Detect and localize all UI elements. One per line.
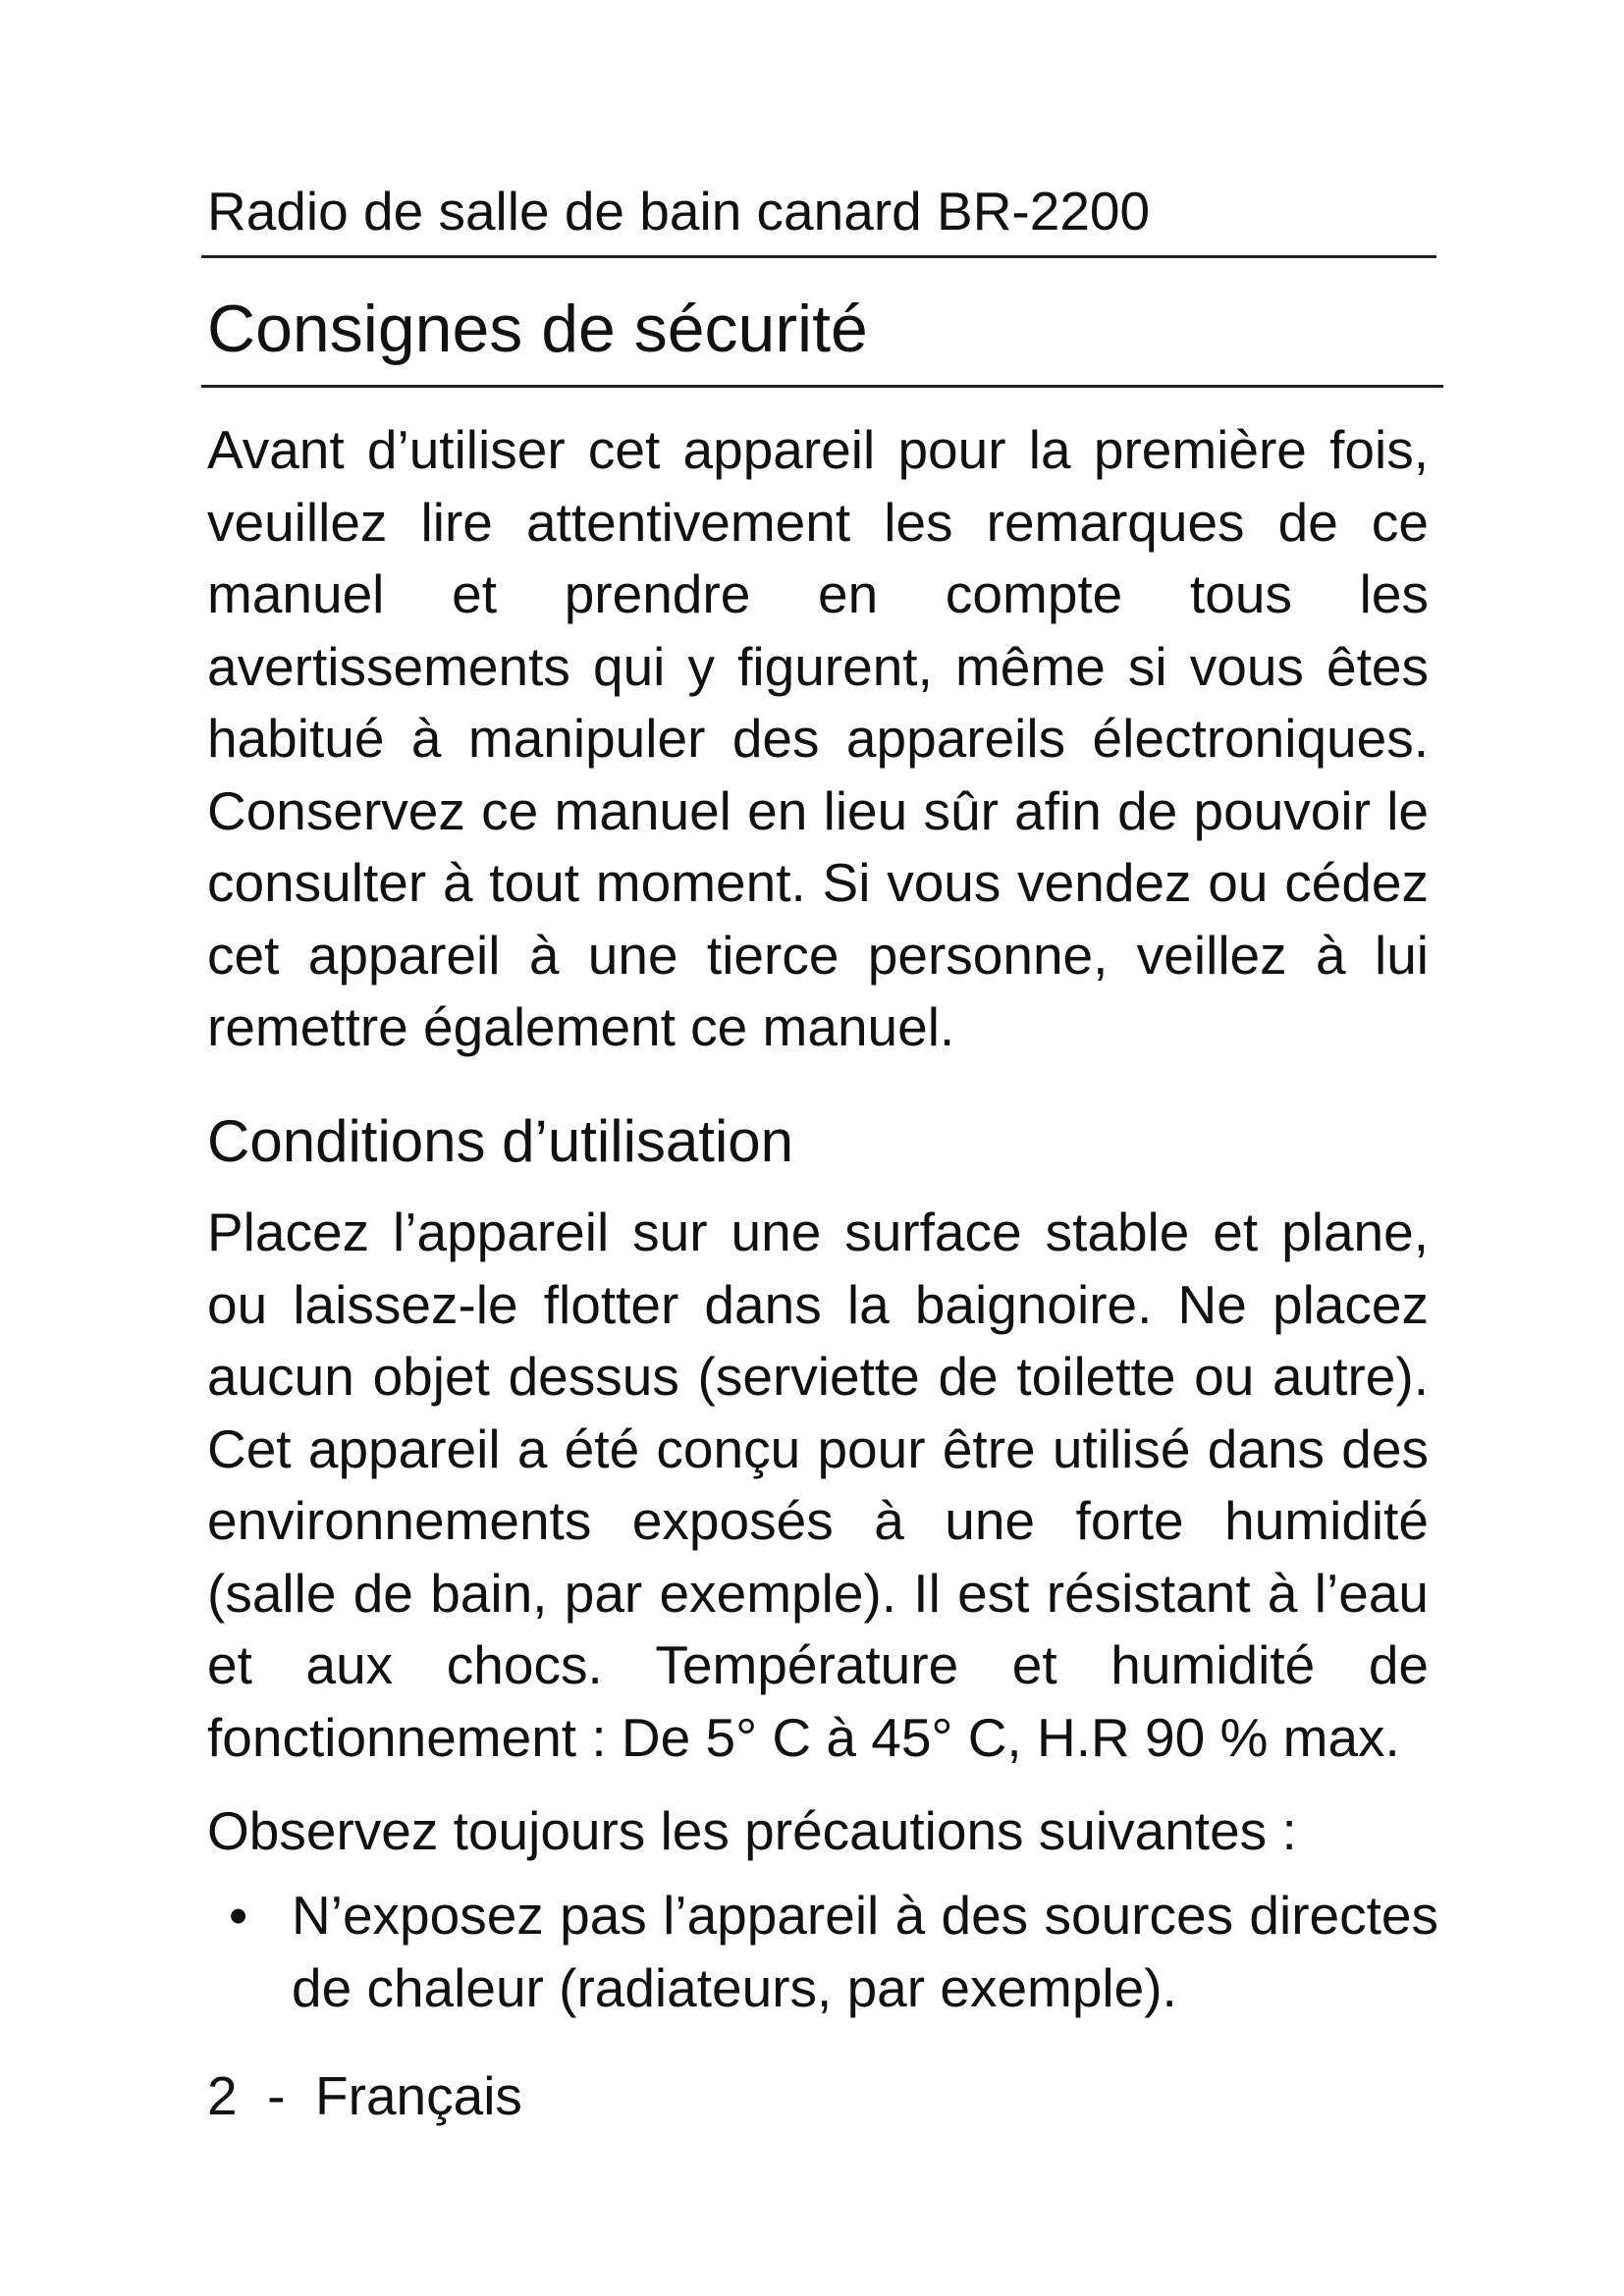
page-footer: 2 - Français [207, 2065, 522, 2126]
bullet-icon: • [229, 1885, 248, 1946]
conditions-paragraph: Placez l’appareil sur une surface stable et plane, ou laissez-le flotter dans la baignoire. Ne placez aucun objet dessus (serviette de toilette ou autre). Cet appareil a été conçu pour être utilisé dans des environnements exposés à une forte humidité (salle de bain, par exemple). Il est résistant à l’eau et aux chocs. Température et humidité de fonctionnement : De 5° C à 45° C, H.R 90 % max. [207, 1201, 1429, 1768]
precaution-text: N’exposez pas l’appareil à des sources directes de chaleur (radiateurs, par exemple). [292, 1885, 1438, 2018]
safety-intro-paragraph: Avant d’utiliser cet appareil pour la première fois, veuillez lire attentivement les remarques de ce manuel et prendre en compte tous les avertissements qui y figurent, même si vous êtes habitué à manipuler des appareils électroniques. Conservez ce manuel en lieu sûr afin de pouvoir le consulter à tout moment. Si vous vendez ou cédez cet appareil à une tierce personne, veillez à lui remettre également ce manuel. [207, 419, 1429, 1057]
running-header: Radio de salle de bain canard BR-2200 [207, 181, 1151, 241]
precautions-list [207, 1880, 1438, 2024]
section-title: Consignes de sécurité [207, 292, 868, 366]
list-item [207, 1880, 1438, 2024]
conditions-heading: Conditions d’utilisation [207, 1108, 794, 1174]
title-divider [201, 385, 1443, 388]
precautions-intro: Observez toujours les précautions suivantes : [207, 1800, 1297, 1861]
header-divider [201, 255, 1436, 258]
